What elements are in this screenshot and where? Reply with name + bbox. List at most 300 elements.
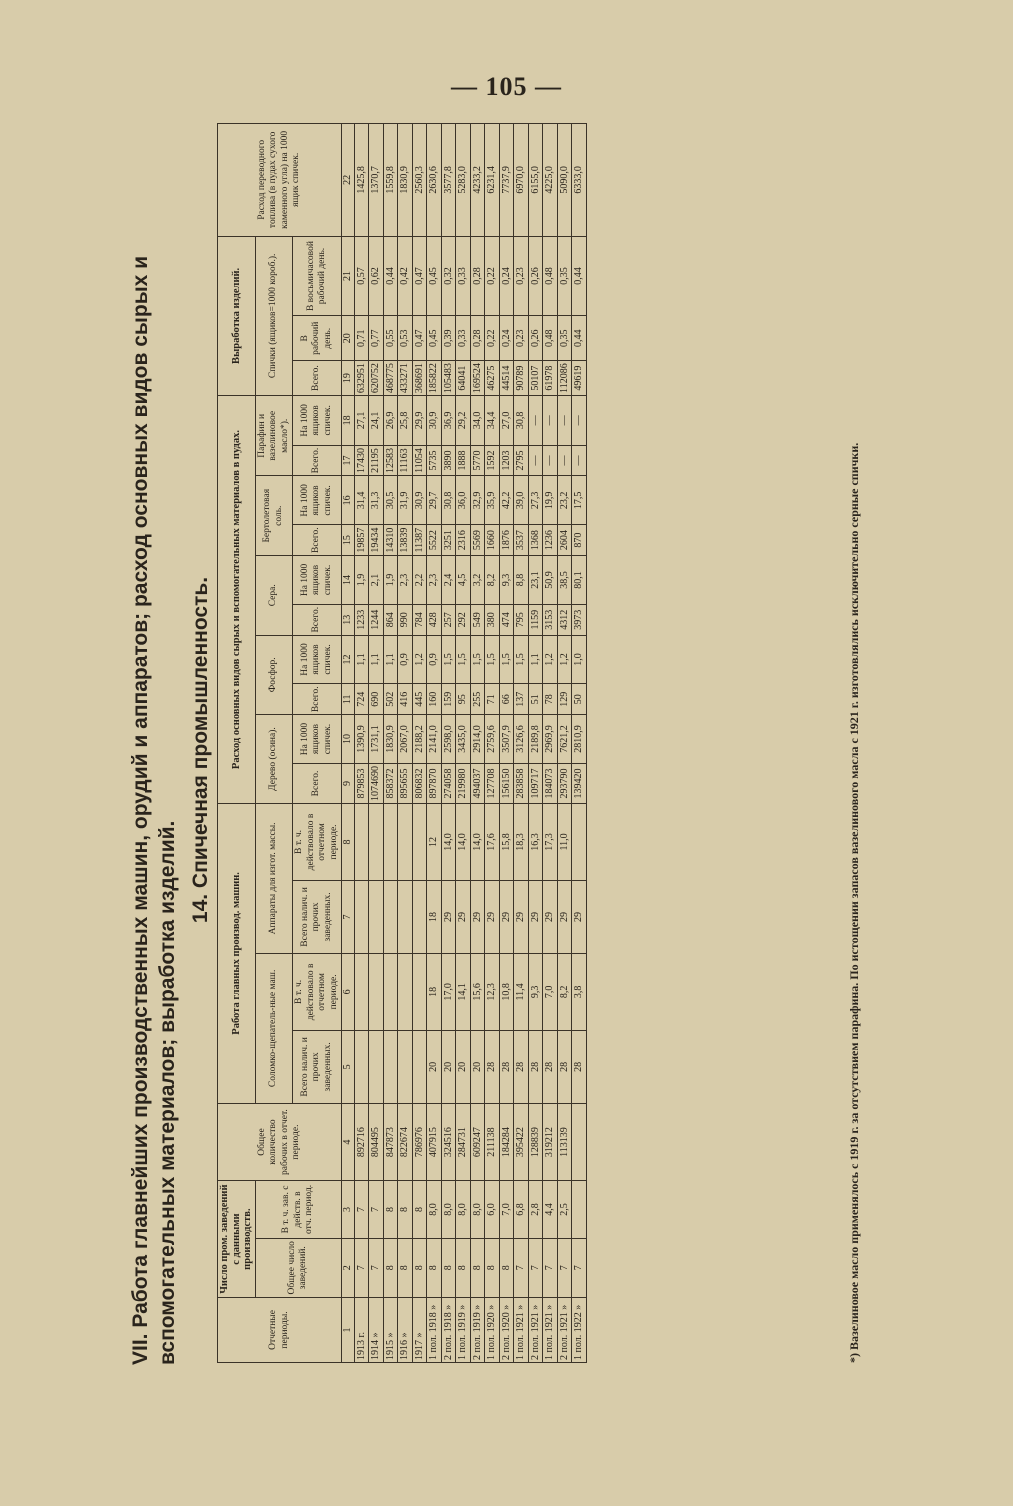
table-cell: 9,3 — [528, 953, 543, 1030]
table-cell: — — [557, 396, 572, 446]
table-cell: 17,0 — [441, 953, 456, 1030]
table-cell: — — [572, 445, 587, 476]
column-number: 19 — [342, 361, 355, 396]
table-cell: 18 — [427, 953, 442, 1030]
table-cell: 0,44 — [572, 236, 587, 316]
table-cell: 25,8 — [398, 396, 413, 446]
header-materials: Расход основных видов сырых и вспомогательных материалов в пудах. — [218, 396, 256, 804]
header-col7: Всего налич. и прочих заведенных. — [293, 880, 342, 953]
period-cell: 1 пол. 1921 » — [543, 1297, 558, 1362]
header-col2: Общее число заведений. — [255, 1238, 342, 1297]
table-cell — [369, 1030, 384, 1103]
table-cell: 8,0 — [456, 1181, 471, 1238]
table-cell: 14310 — [383, 525, 398, 556]
table-cell: 0,23 — [514, 316, 529, 361]
table-cell: 6155,0 — [528, 124, 543, 237]
table-cell — [412, 1030, 427, 1103]
table-cell: 51 — [528, 684, 543, 715]
table-cell: 0,33 — [456, 236, 471, 316]
table-cell: 3890 — [441, 445, 456, 476]
table-cell: 112086 — [557, 361, 572, 396]
table-cell: 7 — [514, 1238, 529, 1297]
table-cell: 6,8 — [514, 1181, 529, 1238]
table-cell: 20 — [441, 1030, 456, 1103]
table-cell: 428 — [427, 604, 442, 635]
table-cell: 2,4 — [441, 556, 456, 605]
table-cell: 14,0 — [441, 803, 456, 880]
table-cell: 2598,0 — [441, 715, 456, 764]
table-cell: 5283,0 — [456, 124, 471, 237]
header-col4: Общее количество рабочих в отчет. периоде. — [218, 1103, 342, 1180]
table-cell: 847873 — [383, 1103, 398, 1180]
table-cell: 6,0 — [485, 1181, 500, 1238]
table-cell: 8,8 — [514, 556, 529, 605]
table-cell: 11054 — [412, 445, 427, 476]
table-cell: 0,23 — [514, 236, 529, 316]
table-cell: 7,0 — [543, 953, 558, 1030]
column-number: 2 — [342, 1238, 355, 1297]
table-cell: 36,9 — [441, 396, 456, 446]
table-cell: 1876 — [499, 525, 514, 556]
table-cell: 6231,4 — [485, 124, 500, 237]
table-cell: 31,9 — [398, 476, 413, 525]
table-cell: 11163 — [398, 445, 413, 476]
period-cell: 1 пол. 1921 » — [514, 1297, 529, 1362]
table-cell: 324516 — [441, 1103, 456, 1180]
table-cell: 1,1 — [354, 635, 369, 684]
table-cell: 549 — [470, 604, 485, 635]
table-cell: 2,2 — [412, 556, 427, 605]
rotated-sheet — [127, 115, 887, 1385]
table-cell: 12,3 — [485, 953, 500, 1030]
table-cell: — — [557, 445, 572, 476]
table-cell: 0,22 — [485, 316, 500, 361]
table-cell — [412, 880, 427, 953]
table-cell: 13839 — [398, 525, 413, 556]
table-cell: 14,1 — [456, 953, 471, 1030]
table-cell: 0,44 — [572, 316, 587, 361]
table-cell — [369, 953, 384, 1030]
table-cell: 3577,8 — [441, 124, 456, 237]
table-cell: 105483 — [441, 361, 456, 396]
table-cell: 445 — [412, 684, 427, 715]
table-cell: 368691 — [412, 361, 427, 396]
table-row — [557, 124, 572, 1363]
table-cell: 784 — [412, 604, 427, 635]
table-cell: 23,2 — [557, 476, 572, 525]
table-cell — [369, 880, 384, 953]
table-cell: 7 — [369, 1238, 384, 1297]
table-cell: 395422 — [514, 1103, 529, 1180]
table-row — [543, 124, 558, 1363]
table-cell: 29 — [572, 880, 587, 953]
table-cell: 3,8 — [572, 953, 587, 1030]
table-cell: 2,8 — [528, 1181, 543, 1238]
table-cell: 8,2 — [485, 556, 500, 605]
table-cell: 29 — [441, 880, 456, 953]
column-number: 6 — [342, 953, 355, 1030]
table-cell: 2188,2 — [412, 715, 427, 764]
table-cell: 5090,0 — [557, 124, 572, 237]
table-row — [383, 124, 398, 1363]
column-number: 18 — [342, 396, 355, 446]
table-cell: 1,9 — [383, 556, 398, 605]
table-cell: 17,3 — [543, 803, 558, 880]
table-cell: 1370,7 — [369, 124, 384, 237]
table-cell: 1,2 — [543, 635, 558, 684]
table-cell: 29 — [543, 880, 558, 953]
period-cell: 1913 г. — [354, 1297, 369, 1362]
table-cell: 7 — [543, 1238, 558, 1297]
table-cell: 284731 — [456, 1103, 471, 1180]
table-cell: 468775 — [383, 361, 398, 396]
column-number: 20 — [342, 316, 355, 361]
table-cell: 50 — [572, 684, 587, 715]
table-cell: 0,33 — [456, 316, 471, 361]
table-cell: 1233 — [354, 604, 369, 635]
statistics-table-wrap — [217, 123, 587, 1363]
table-cell: 8,0 — [427, 1181, 442, 1238]
table-cell: 8 — [499, 1238, 514, 1297]
table-cell: 8 — [427, 1238, 442, 1297]
table-cell: 78 — [543, 684, 558, 715]
table-cell: 8 — [412, 1181, 427, 1238]
table-cell: 29 — [470, 880, 485, 953]
column-number: 3 — [342, 1181, 355, 1238]
table-cell: 61978 — [543, 361, 558, 396]
table-cell: 1,2 — [412, 635, 427, 684]
table-cell: 0,35 — [557, 316, 572, 361]
table-cell: 1,9 — [354, 556, 369, 605]
table-cell: 1830,9 — [398, 124, 413, 237]
page-number: — 105 — — [451, 72, 562, 101]
table-cell — [383, 803, 398, 880]
table-cell: 2,1 — [369, 556, 384, 605]
table-row — [427, 124, 442, 1363]
table-cell: 15,8 — [499, 803, 514, 880]
table-cell: 16,3 — [528, 803, 543, 880]
table-cell: 15,6 — [470, 953, 485, 1030]
table-cell: — — [528, 445, 543, 476]
header-matches-total: Всего. — [293, 361, 342, 396]
table-cell: 0,9 — [398, 635, 413, 684]
table-cell: 1,0 — [572, 635, 587, 684]
period-cell: 1 пол. 1919 » — [456, 1297, 471, 1362]
column-number: 7 — [342, 880, 355, 953]
period-cell: 2 пол. 1921 » — [557, 1297, 572, 1362]
table-cell: 31,3 — [369, 476, 384, 525]
header-machines: Работа главных производ. машин. — [218, 803, 256, 1103]
header-sulfur-total: Всего. — [293, 604, 342, 635]
table-cell: 1731,1 — [369, 715, 384, 764]
table-cell: 18,3 — [514, 803, 529, 880]
table-cell: 21195 — [369, 445, 384, 476]
table-cell: 28 — [557, 1030, 572, 1103]
table-cell: 0,77 — [369, 316, 384, 361]
table-cell — [412, 953, 427, 1030]
table-cell: 0,26 — [528, 316, 543, 361]
table-cell: 293790 — [557, 763, 572, 803]
table-cell — [572, 1103, 587, 1180]
table-cell: 5569 — [470, 525, 485, 556]
table-row — [470, 124, 485, 1363]
header-sulfur-per1000: На 1000 ящиков спичек. — [293, 556, 342, 605]
header-wood-total: Всего. — [293, 763, 342, 803]
table-cell: 34,4 — [485, 396, 500, 446]
footnote: *) Вазелиновое масло применялось с 1919 г. за отсутствием парафина. По истощении запасов вазелинового масла с 1921 г. изготовлялись исключительно серные спички. — [847, 442, 861, 1363]
table-cell: 2,5 — [557, 1181, 572, 1238]
table-row — [369, 124, 384, 1363]
table-cell: 2630,6 — [427, 124, 442, 237]
table-cell: 257 — [441, 604, 456, 635]
page-subtitle: 14. Спичечная промышленность. — [189, 576, 212, 924]
table-cell: 8 — [398, 1238, 413, 1297]
table-cell: 1425,8 — [354, 124, 369, 237]
header-output: Выработка изделий. — [218, 236, 256, 395]
table-cell: 27,0 — [499, 396, 514, 446]
table-cell: 36,0 — [456, 476, 471, 525]
table-cell: 219980 — [456, 763, 471, 803]
table-cell: 30,5 — [383, 476, 398, 525]
table-cell: 0,28 — [470, 236, 485, 316]
header-apparatus: Аппараты для изгот. массы. — [255, 803, 293, 953]
table-cell: 0,32 — [441, 236, 456, 316]
table-cell: 30,8 — [514, 396, 529, 446]
table-cell: 4,4 — [543, 1181, 558, 1238]
table-cell: 407915 — [427, 1103, 442, 1180]
table-cell: 795 — [514, 604, 529, 635]
column-number: 10 — [342, 715, 355, 764]
table-cell: 255 — [470, 684, 485, 715]
header-col20: В рабочий день. — [293, 316, 342, 361]
table-cell: 95 — [456, 684, 471, 715]
header-phosphorus: Фосфор. — [255, 635, 293, 715]
table-cell: 8,2 — [557, 953, 572, 1030]
table-cell: 8 — [441, 1238, 456, 1297]
table-cell: 0,45 — [427, 236, 442, 316]
table-cell: 129 — [557, 684, 572, 715]
table-cell: 9,3 — [499, 556, 514, 605]
table-cell: 2810,9 — [572, 715, 587, 764]
header-establishments: Число пром. заведений с данными производств. — [218, 1181, 256, 1298]
table-cell: 380 — [485, 604, 500, 635]
table-cell: 0,47 — [412, 316, 427, 361]
table-cell: 1559,8 — [383, 124, 398, 237]
table-cell: 18 — [427, 880, 442, 953]
column-number: 8 — [342, 803, 355, 880]
table-cell: 7 — [369, 1181, 384, 1238]
header-col21: В восьмичасовой рабочий день. — [293, 236, 342, 316]
table-cell: 2795 — [514, 445, 529, 476]
table-cell — [354, 953, 369, 1030]
table-cell: 50,9 — [543, 556, 558, 605]
table-cell: 724 — [354, 684, 369, 715]
table-cell: 28 — [528, 1030, 543, 1103]
table-cell: 10,8 — [499, 953, 514, 1030]
table-cell: 3435,0 — [456, 715, 471, 764]
table-cell: 8 — [383, 1238, 398, 1297]
table-cell: 30,8 — [441, 476, 456, 525]
table-cell: 7 — [528, 1238, 543, 1297]
column-number: 12 — [342, 635, 355, 684]
table-cell: 274058 — [441, 763, 456, 803]
column-number: 5 — [342, 1030, 355, 1103]
period-cell: 1 пол. 1920 » — [485, 1297, 500, 1362]
table-cell: 8 — [485, 1238, 500, 1297]
table-cell: 17,6 — [485, 803, 500, 880]
table-cell — [383, 953, 398, 1030]
table-cell: 14,0 — [470, 803, 485, 880]
table-cell: 1244 — [369, 604, 384, 635]
table-cell: 990 — [398, 604, 413, 635]
table-cell: 870 — [572, 525, 587, 556]
table-cell: 20 — [470, 1030, 485, 1103]
table-cell: 806832 — [412, 763, 427, 803]
table-cell: 19857 — [354, 525, 369, 556]
table-cell: 3126,6 — [514, 715, 529, 764]
table-cell: 8,0 — [441, 1181, 456, 1238]
table-cell: 26,9 — [383, 396, 398, 446]
table-cell: 1,5 — [514, 635, 529, 684]
header-paraf-total: Всего. — [293, 445, 342, 476]
header-col3: В т. ч. зав. с действ. в отч. период. — [255, 1181, 342, 1238]
table-cell: 0,22 — [485, 236, 500, 316]
table-body — [354, 124, 586, 1363]
table-cell: 113139 — [557, 1103, 572, 1180]
table-cell: 3153 — [543, 604, 558, 635]
table-cell: 185822 — [427, 361, 442, 396]
table-cell: 2914,0 — [470, 715, 485, 764]
table-cell — [398, 953, 413, 1030]
table-cell: 786976 — [412, 1103, 427, 1180]
table-cell: 2560,3 — [412, 124, 427, 237]
table-cell: 1236 — [543, 525, 558, 556]
table-cell: 109717 — [528, 763, 543, 803]
table-cell — [572, 1181, 587, 1238]
header-periods: Отчетные периоды. — [218, 1297, 342, 1362]
table-cell: 23,1 — [528, 556, 543, 605]
table-cell — [369, 803, 384, 880]
table-cell: 0,24 — [499, 236, 514, 316]
table-cell: 0,44 — [383, 236, 398, 316]
table-cell: 494037 — [470, 763, 485, 803]
header-col5: Всего налич. и прочих заведенных. — [293, 1030, 342, 1103]
table-cell: 49619 — [572, 361, 587, 396]
table-cell: 7 — [354, 1181, 369, 1238]
statistics-table — [217, 123, 587, 1363]
table-cell: 71 — [485, 684, 500, 715]
table-cell: 1,1 — [369, 635, 384, 684]
header-matches: Спички (ящиков=1000 короб.). — [255, 236, 293, 395]
header-phos-per1000: На 1000 ящиков спичек. — [293, 635, 342, 684]
table-cell: 433271 — [398, 361, 413, 396]
table-cell: 0,9 — [427, 635, 442, 684]
table-cell: 2,3 — [398, 556, 413, 605]
table-cell: 502 — [383, 684, 398, 715]
table-cell: 319212 — [543, 1103, 558, 1180]
table-cell: 24,1 — [369, 396, 384, 446]
table-cell: 35,9 — [485, 476, 500, 525]
table-cell: 6333,0 — [572, 124, 587, 237]
table-cell: 30,9 — [412, 476, 427, 525]
table-cell: 0,26 — [528, 236, 543, 316]
column-number: 13 — [342, 604, 355, 635]
table-cell: 0,24 — [499, 316, 514, 361]
table-cell: 1368 — [528, 525, 543, 556]
table-cell: 4312 — [557, 604, 572, 635]
table-cell: 28 — [572, 1030, 587, 1103]
table-cell: 474 — [499, 604, 514, 635]
table-cell: 11,4 — [514, 953, 529, 1030]
table-cell: 184073 — [543, 763, 558, 803]
table-cell: 12583 — [383, 445, 398, 476]
table-cell: 20 — [456, 1030, 471, 1103]
table-cell: 17,5 — [572, 476, 587, 525]
table-cell: 7621,2 — [557, 715, 572, 764]
period-cell: 1914 » — [369, 1297, 384, 1362]
column-number: 14 — [342, 556, 355, 605]
table-cell: 1,5 — [456, 635, 471, 684]
table-row — [485, 124, 500, 1363]
table-cell: 0,57 — [354, 236, 369, 316]
table-cell: 28 — [499, 1030, 514, 1103]
table-cell: 46275 — [485, 361, 500, 396]
table-cell: 128839 — [528, 1103, 543, 1180]
table-cell: 1,1 — [383, 635, 398, 684]
period-cell: 1917 » — [412, 1297, 427, 1362]
table-cell: 858372 — [383, 763, 398, 803]
table-cell: 0,45 — [427, 316, 442, 361]
column-number-row — [342, 124, 355, 1363]
table-cell — [354, 880, 369, 953]
table-cell: 139420 — [572, 763, 587, 803]
table-cell: 29 — [514, 880, 529, 953]
table-cell: 416 — [398, 684, 413, 715]
table-row — [514, 124, 529, 1363]
table-cell: 0,39 — [441, 316, 456, 361]
table-cell: 0,28 — [470, 316, 485, 361]
period-cell: 2 пол. 1919 » — [470, 1297, 485, 1362]
table-cell: 7 — [557, 1238, 572, 1297]
table-cell: 27,3 — [528, 476, 543, 525]
table-cell: 620752 — [369, 361, 384, 396]
table-cell: 292 — [456, 604, 471, 635]
table-cell — [383, 880, 398, 953]
table-row — [499, 124, 514, 1363]
table-cell: 2,3 — [427, 556, 442, 605]
table-cell: 7 — [572, 1238, 587, 1297]
table-cell: 1,5 — [485, 635, 500, 684]
table-cell: 0,53 — [398, 316, 413, 361]
table-cell — [354, 803, 369, 880]
table-cell: 4,5 — [456, 556, 471, 605]
table-cell: 892716 — [354, 1103, 369, 1180]
table-cell: 11,0 — [557, 803, 572, 880]
table-cell: 156150 — [499, 763, 514, 803]
table-row — [398, 124, 413, 1363]
table-cell: 0,71 — [354, 316, 369, 361]
table-cell: 1159 — [528, 604, 543, 635]
period-cell: 1915 » — [383, 1297, 398, 1362]
table-cell: 0,42 — [398, 236, 413, 316]
table-cell: 64041 — [456, 361, 471, 396]
table-cell: 1660 — [485, 525, 500, 556]
table-cell — [398, 1030, 413, 1103]
table-cell: 34,0 — [470, 396, 485, 446]
table-cell: 0,35 — [557, 236, 572, 316]
table-cell: — — [543, 396, 558, 446]
column-number: 4 — [342, 1103, 355, 1180]
